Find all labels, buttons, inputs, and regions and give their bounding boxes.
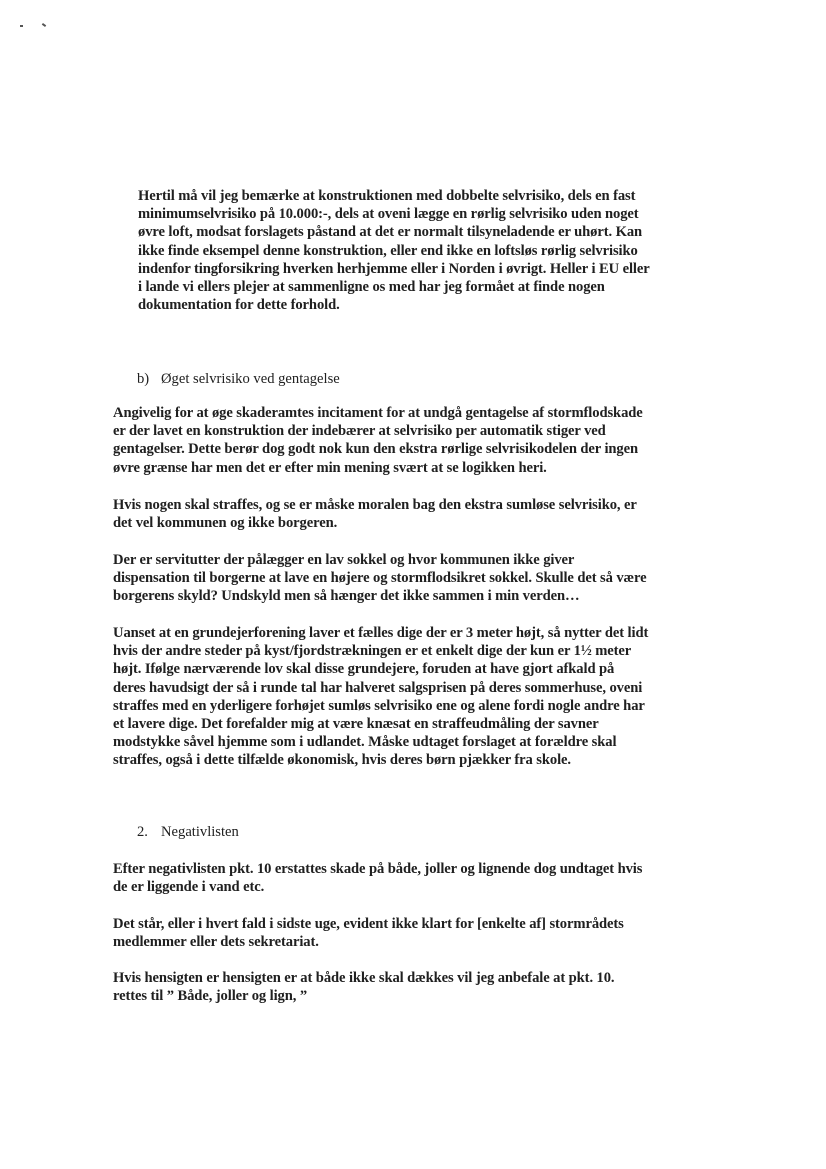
text-line: modstykke såvel hjemme som i udlandet. Måske udtaget forslaget at forældre skal xyxy=(113,734,617,751)
text-line: Hvis hensigten er hensigten er at både ikke skal dækkes vil jeg anbefale at pkt. 10. xyxy=(113,970,615,986)
text-line: dispensation til borgerne at lave en højere og stormflodsikret sokkel. Skulle det så være xyxy=(113,570,647,587)
section-heading-b xyxy=(137,370,340,388)
text-line: hvis der andre steder på kyst/fjordstrækningen er et enkelt dige der kun er 1½ meter xyxy=(113,643,632,660)
text-line: de er liggende i vand etc. xyxy=(113,879,265,896)
paragraph xyxy=(113,915,624,951)
text-line: gentagelser. Dette berør dog godt nok kun den ekstra rørlige selvrisikodelen der ingen xyxy=(113,441,639,458)
text-line: Hvis nogen skal straffes, og se er måske moralen bag den ekstra sumløse selvrisiko, er xyxy=(113,497,637,513)
text-line: Uanset at en grundejerforening laver et fælles dige der er 3 meter højt, så nytter det lidt xyxy=(113,625,649,641)
text-line: dokumentation for dette forhold. xyxy=(138,297,340,314)
text-line: det vel kommunen og ikke borgeren. xyxy=(113,515,338,532)
text-line: i lande vi ellers plejer at sammenligne os med har jeg formået at finde nogen xyxy=(138,279,605,296)
text-line: øvre grænse har men det er efter min mening svært at se logikken heri. xyxy=(113,459,547,476)
text-line: Der er servitutter der pålægger en lav sokkel og hvor kommunen ikke giver xyxy=(113,552,575,568)
paragraph xyxy=(113,496,637,532)
paragraph xyxy=(113,860,642,896)
text-line: Hertil må vil jeg bemærke at konstruktionen med dobbelte selvrisiko, dels en fast xyxy=(138,188,636,204)
paragraph xyxy=(113,969,614,1005)
paragraph xyxy=(113,551,647,606)
paragraph-intro xyxy=(138,187,650,314)
paragraph xyxy=(113,404,643,477)
section-heading-2 xyxy=(137,823,239,841)
text-line: straffes, også i dette tilfælde økonomisk, hvis deres børn pjækker fra skole. xyxy=(113,752,571,769)
text-line: er der lavet en konstruktion der indebærer at selvrisiko per automatik stiger ved xyxy=(113,423,606,440)
text-line: deres havudsigt der så i runde tal har halveret salgsprisen på deres sommerhuse, oveni xyxy=(113,679,643,696)
heading-number: 2. xyxy=(137,824,148,840)
text-line: Det står, eller i hvert fald i sidste uge, evident ikke klart for [enkelte af] stormrådets xyxy=(113,916,624,932)
heading-number: b) xyxy=(137,371,150,387)
text-line: øvre loft, modsat forslagets påstand at det er normalt tilsyneladende er uhørt. Kan xyxy=(138,224,643,241)
heading-text: Øget selvrisiko ved gentagelse xyxy=(161,371,340,387)
heading-text: Negativlisten xyxy=(161,824,239,840)
text-line: medlemmer eller dets sekretariat. xyxy=(113,934,319,951)
paragraph xyxy=(113,624,648,770)
text-line: indenfor tingforsikring hverken herhjemme eller i Norden i øvrigt. Heller i EU eller xyxy=(138,260,650,277)
scan-speck xyxy=(42,23,46,27)
text-line: ikke finde eksempel denne konstruktion, eller end ikke en loftsløs rørlig selvrisiko xyxy=(138,242,638,259)
text-line: højt. Ifølge nærværende lov skal disse grundejere, foruden at have gjort afkald på xyxy=(113,661,615,678)
text-line: rettes til ” Både, joller og lign, ” xyxy=(113,988,308,1005)
text-line: straffes med en yderligere forhøjet sumløs selvrisiko ene og alene fordi nogle andre har xyxy=(113,697,645,714)
text-line: Efter negativlisten pkt. 10 erstattes skade på både, joller og lignende dog undtaget hvis xyxy=(113,861,643,877)
text-line: minimumselvrisiko på 10.000:-, dels at oveni lægge en rørlig selvrisiko uden noget xyxy=(138,206,639,223)
text-line: Angivelig for at øge skaderamtes incitament for at undgå gentagelse af stormflodskade xyxy=(113,405,643,421)
text-line: borgerens skyld? Undskyld men så hænger det ikke sammen i min verden… xyxy=(113,588,580,605)
text-line: et lavere dige. Det forefalder mig at være knæsat en straffeudmåling der savner xyxy=(113,716,599,733)
scan-speck xyxy=(20,25,23,27)
